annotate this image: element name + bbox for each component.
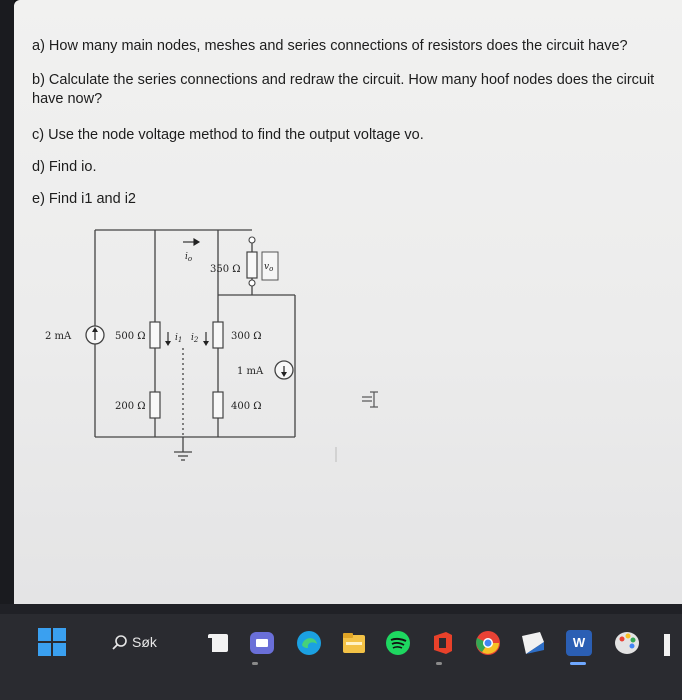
word-icon-label: W <box>572 635 586 650</box>
resistor-350 <box>247 252 257 278</box>
ground-icon <box>174 452 192 460</box>
office-icon[interactable] <box>430 630 456 656</box>
taskbar-search[interactable] <box>98 628 206 658</box>
label-i2: $i_2$ <box>191 333 199 344</box>
question-a: a) How many main nodes, meshes and series connections of resistors does the circuit have? <box>32 38 628 54</box>
resistor-200 <box>150 392 160 418</box>
question-d: d) Find io. <box>32 159 97 175</box>
resistor-400 <box>213 392 223 418</box>
chrome-icon[interactable] <box>475 630 501 656</box>
resistor-500 <box>150 322 160 348</box>
running-indicator-word <box>570 662 586 665</box>
mail-icon[interactable] <box>520 630 546 656</box>
word-app-icon[interactable] <box>566 630 592 656</box>
question-b-line2: have now? <box>32 91 103 107</box>
question-e: e) Find i1 and i2 <box>32 191 136 207</box>
label-i1: $i_1$ <box>175 333 183 344</box>
teams-chat-icon[interactable] <box>249 630 275 656</box>
text-cursor-icon <box>362 392 378 407</box>
running-indicator-teams <box>252 662 258 665</box>
current-source-1mA <box>275 361 293 379</box>
label-r200: 200 Ω <box>115 401 146 412</box>
windows-start-icon[interactable] <box>38 628 68 658</box>
label-source-2mA: 2 mA <box>45 331 72 342</box>
taskbar-edge <box>0 604 682 614</box>
edge-browser-icon[interactable] <box>296 630 322 656</box>
spotify-icon[interactable] <box>385 630 411 656</box>
search-icon <box>112 635 128 651</box>
label-source-1mA: 1 mA <box>237 366 264 377</box>
resistor-300 <box>213 322 223 348</box>
label-io: $i_o$ <box>185 252 193 263</box>
label-vo: $v_o$ <box>264 262 274 273</box>
current-source-2mA <box>86 326 104 344</box>
task-view-icon[interactable] <box>206 630 232 656</box>
taskbar-overflow-edge <box>664 634 670 656</box>
running-indicator-office <box>436 662 442 665</box>
question-b-line1: b) Calculate the series connections and redraw the circuit. How many hoof nodes does the circuit <box>32 72 655 88</box>
i1-arrow-icon <box>165 332 171 346</box>
file-explorer-icon[interactable] <box>341 630 367 656</box>
paint-palette-icon[interactable] <box>614 630 640 656</box>
label-r400: 400 Ω <box>231 401 262 412</box>
label-r300: 300 Ω <box>231 331 262 342</box>
io-arrow-icon <box>183 239 199 245</box>
vo-terminal-bottom <box>249 280 255 286</box>
i2-arrow-icon <box>203 332 209 346</box>
vo-terminal-top <box>249 237 255 243</box>
question-c: c) Use the node voltage method to find the output voltage vo. <box>32 127 424 143</box>
search-label: Søk <box>132 634 157 650</box>
label-r350: 350 Ω <box>210 264 241 275</box>
label-r500: 500 Ω <box>115 331 146 342</box>
